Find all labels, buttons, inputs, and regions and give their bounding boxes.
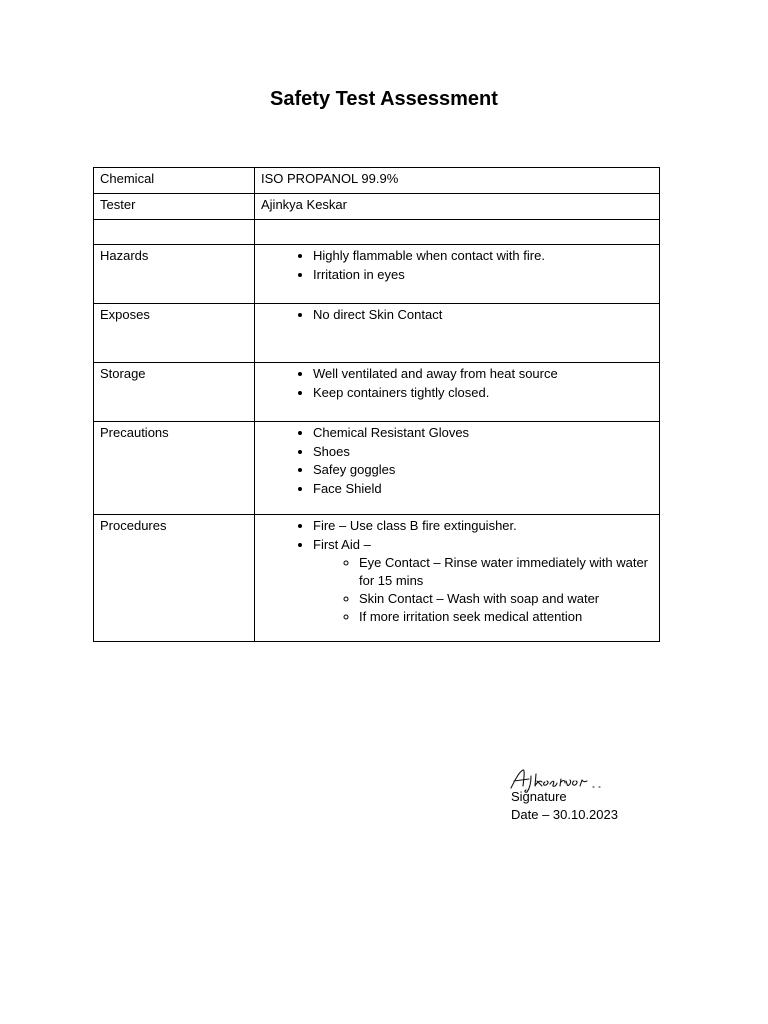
procedures-list (261, 517, 653, 626)
first-aid-sublist (313, 554, 653, 626)
row-value-hazards (255, 245, 660, 304)
assessment-table (93, 167, 660, 642)
table-row (94, 363, 660, 422)
row-value-procedures (255, 515, 660, 642)
list-item: • Fire – Use class B fire extinguisher. (313, 517, 653, 536)
document-title: Safety Test Assessment (270, 88, 498, 110)
row-value-exposes (255, 304, 660, 363)
row-label-chemical: Chemical (94, 168, 255, 194)
list-item: • No direct Skin Contact (313, 306, 653, 325)
table-row (94, 515, 660, 642)
row-value-chemical: ISO PROPANOL 99.9% (255, 168, 660, 194)
sub-list-item: ◦ Skin Contact – Wash with soap and water (359, 590, 653, 608)
row-value-tester: Ajinkya Keskar (255, 194, 660, 220)
table-row (94, 194, 660, 220)
sub-list-item: ◦ Eye Contact – Rinse water immediately with water for 15 mins (359, 554, 653, 590)
row-value-precautions (255, 422, 660, 515)
list-item: • Chemical Resistant Gloves (313, 424, 653, 443)
hazards-list (261, 247, 653, 284)
list-item: • Keep containers tightly closed. (313, 384, 653, 403)
table-row (94, 245, 660, 304)
precautions-list (261, 424, 653, 498)
row-label-tester: Tester (94, 194, 255, 220)
list-item: • Highly flammable when contact with fire. (313, 247, 653, 266)
row-label-precautions: Precautions (94, 422, 255, 515)
signature-label: Signature (511, 789, 567, 804)
row-label-storage: Storage (94, 363, 255, 422)
table-row (94, 304, 660, 363)
list-item: • Shoes (313, 443, 653, 462)
list-item: • Face Shield (313, 480, 653, 499)
signature-date: Date – 30.10.2023 (511, 807, 618, 822)
row-value-storage (255, 363, 660, 422)
table-row (94, 220, 660, 245)
signature-block (511, 766, 618, 824)
first-aid-label: First Aid – (313, 536, 371, 552)
exposes-list (261, 306, 653, 325)
row-label-exposes: Exposes (94, 304, 255, 363)
row-value-empty (255, 220, 660, 245)
table-row (94, 168, 660, 194)
list-item: • Well ventilated and away from heat source (313, 365, 653, 384)
sub-list-item: ◦ If more irritation seek medical attention (359, 608, 653, 626)
list-item: • Irritation in eyes (313, 266, 653, 285)
storage-list (261, 365, 653, 402)
row-label-procedures: Procedures (94, 515, 255, 642)
table-row (94, 422, 660, 515)
list-item (313, 536, 653, 627)
list-item: • Safey goggles (313, 461, 653, 480)
row-label-hazards: Hazards (94, 245, 255, 304)
row-label-empty (94, 220, 255, 245)
